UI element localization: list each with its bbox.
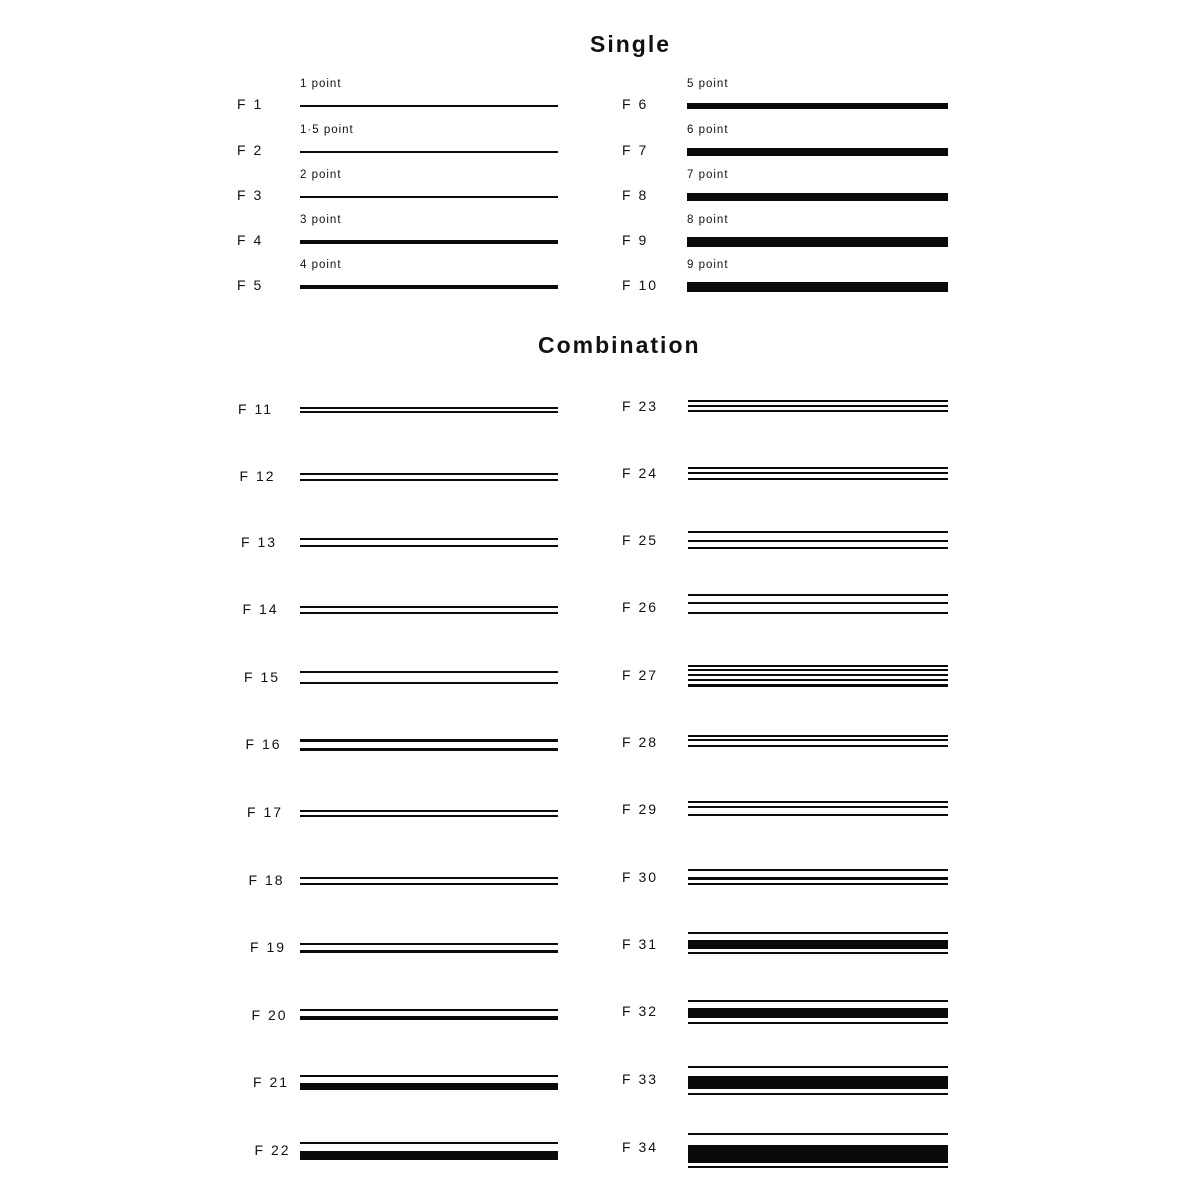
combination-rule-line (300, 682, 558, 684)
combination-rule-line (688, 531, 948, 532)
single-rule-line (687, 148, 948, 155)
rule-code: F 2 (237, 142, 264, 158)
combination-rule-line (688, 952, 948, 954)
combination-rule-line (688, 1008, 948, 1018)
point-label: 7 point (687, 169, 729, 181)
combination-rule-line (688, 932, 948, 934)
combination-rule-line (688, 612, 948, 614)
combination-rule-line (300, 538, 558, 539)
combination-rule-line (300, 943, 558, 944)
rule-code: F 3 (237, 187, 264, 203)
combination-rule-line (688, 940, 948, 949)
combination-rule-line (300, 606, 558, 608)
single-rule-line (687, 193, 948, 201)
rule-code: F 10 (622, 277, 659, 293)
rule-code: F 21 (253, 1074, 290, 1090)
combination-rule-line (688, 400, 948, 401)
combination-rule (688, 521, 948, 561)
combination-rule-line (688, 472, 948, 473)
combination-rule (688, 1128, 948, 1168)
combination-rule-line (688, 1000, 948, 1002)
point-label: 2 point (300, 169, 342, 181)
combination-rule-line (300, 950, 558, 953)
combination-rule (300, 523, 558, 563)
combination-rule-line (688, 405, 948, 406)
combination-rule-line (688, 739, 948, 740)
combination-rule-line (300, 815, 558, 816)
rule-code: F 18 (248, 872, 285, 888)
combination-rule-line (300, 810, 558, 811)
combination-rule-line (688, 877, 948, 880)
rule-code: F 27 (622, 667, 659, 683)
combination-rule-line (688, 602, 948, 603)
combination-rule (688, 387, 948, 427)
rule-code: F 9 (622, 232, 649, 248)
combination-rule-line (688, 806, 948, 808)
combination-rule-line (688, 869, 948, 870)
combination-rule (300, 793, 558, 833)
combination-rule-line (688, 679, 948, 681)
combination-rule-line (688, 410, 948, 411)
combination-rule (300, 390, 558, 430)
combination-rule-line (688, 674, 948, 676)
combination-rule (300, 928, 558, 968)
single-rule-line (687, 237, 948, 247)
combination-rule-line (688, 1133, 948, 1135)
combination-rule-line (300, 473, 558, 474)
rule-code: F 11 (238, 401, 273, 417)
single-rule-line (300, 196, 558, 198)
rule-code: F 22 (254, 1142, 291, 1158)
combination-rule (688, 1060, 948, 1100)
point-label: 1·5 point (300, 124, 354, 136)
combination-rule-line (300, 545, 558, 546)
combination-rule-line (688, 1066, 948, 1068)
single-rule-line (300, 240, 558, 244)
combination-rule-line (300, 407, 558, 408)
section-title-single: Single (590, 31, 672, 57)
rule-code: F 25 (622, 532, 659, 548)
combination-rule-line (300, 1083, 558, 1090)
point-label: 6 point (687, 124, 729, 136)
combination-rule-line (688, 540, 948, 542)
single-rule-line (687, 103, 948, 109)
single-rule-line (300, 151, 558, 153)
point-label: 1 point (300, 78, 342, 90)
rule-code: F 34 (622, 1139, 659, 1155)
rule-code: F 5 (237, 277, 264, 293)
combination-rule (688, 656, 948, 696)
combination-rule (300, 658, 558, 698)
rule-code: F 31 (622, 936, 659, 952)
combination-rule-line (300, 1075, 558, 1076)
point-label: 3 point (300, 214, 342, 226)
combination-rule-line (688, 883, 948, 885)
combination-rule-line (688, 547, 948, 549)
combination-rule-line (300, 877, 558, 878)
combination-rule-line (300, 479, 558, 481)
combination-rule-line (688, 594, 948, 595)
combination-rule-line (688, 684, 948, 687)
combination-rule-line (300, 671, 558, 673)
rule-code: F 26 (622, 599, 659, 615)
combination-rule-line (688, 665, 948, 666)
combination-rule (688, 790, 948, 830)
rule-code: F 24 (622, 465, 659, 481)
combination-rule-line (300, 1016, 558, 1020)
combination-rule (688, 588, 948, 628)
rule-code: F 16 (245, 736, 282, 752)
combination-rule-line (688, 1093, 948, 1095)
combination-rule-line (688, 1145, 948, 1163)
combination-rule-line (688, 1166, 948, 1168)
combination-rule (300, 996, 558, 1036)
single-rule-line (300, 285, 558, 290)
combination-rule-line (688, 745, 948, 746)
combination-rule-line (688, 735, 948, 736)
point-label: 9 point (687, 259, 729, 271)
section-title-combination: Combination (538, 332, 701, 358)
combination-rule-line (688, 1076, 948, 1089)
rule-code: F 7 (622, 142, 649, 158)
combination-rule-line (300, 411, 558, 413)
rule-code: F 20 (251, 1007, 288, 1023)
rule-code: F 6 (622, 96, 649, 112)
combination-rule-line (300, 1142, 558, 1143)
rule-code: F 29 (622, 801, 659, 817)
rule-code: F 23 (622, 398, 659, 414)
rule-code: F 32 (622, 1003, 659, 1019)
combination-rule-line (688, 467, 948, 469)
combination-rule (688, 925, 948, 965)
point-label: 5 point (687, 78, 729, 90)
point-label: 4 point (300, 259, 342, 271)
combination-rule (300, 861, 558, 901)
rule-code: F 28 (622, 734, 659, 750)
combination-rule (300, 1063, 558, 1103)
combination-rule-line (688, 1022, 948, 1024)
combination-rule-line (688, 801, 948, 802)
single-rule-line (300, 105, 558, 106)
rule-code: F 14 (242, 601, 279, 617)
combination-rule-line (300, 883, 558, 885)
combination-rule-line (300, 739, 558, 742)
rule-code: F 4 (237, 232, 264, 248)
combination-rule (300, 457, 558, 497)
rule-code: F 15 (244, 669, 281, 685)
combination-rule (688, 992, 948, 1032)
combination-rule (300, 590, 558, 630)
single-rule-line (687, 282, 948, 293)
combination-rule (300, 1131, 558, 1171)
combination-rule-line (688, 669, 948, 670)
combination-rule-line (300, 1009, 558, 1010)
rule-code: F 17 (247, 804, 284, 820)
rule-code: F 33 (622, 1071, 659, 1087)
combination-rule (688, 454, 948, 494)
rule-code: F 30 (622, 869, 659, 885)
rule-code: F 1 (237, 96, 264, 112)
combination-rule (300, 725, 558, 765)
combination-rule (688, 723, 948, 763)
combination-rule-line (300, 1151, 558, 1160)
combination-rule-line (300, 748, 558, 751)
combination-rule-line (688, 814, 948, 815)
point-label: 8 point (687, 214, 729, 226)
rule-code: F 8 (622, 187, 649, 203)
combination-rule (688, 858, 948, 898)
combination-rule-line (300, 612, 558, 614)
rule-code: F 12 (239, 468, 276, 484)
combination-rule-line (688, 478, 948, 480)
rule-code: F 19 (250, 939, 287, 955)
rule-code: F 13 (241, 534, 278, 550)
